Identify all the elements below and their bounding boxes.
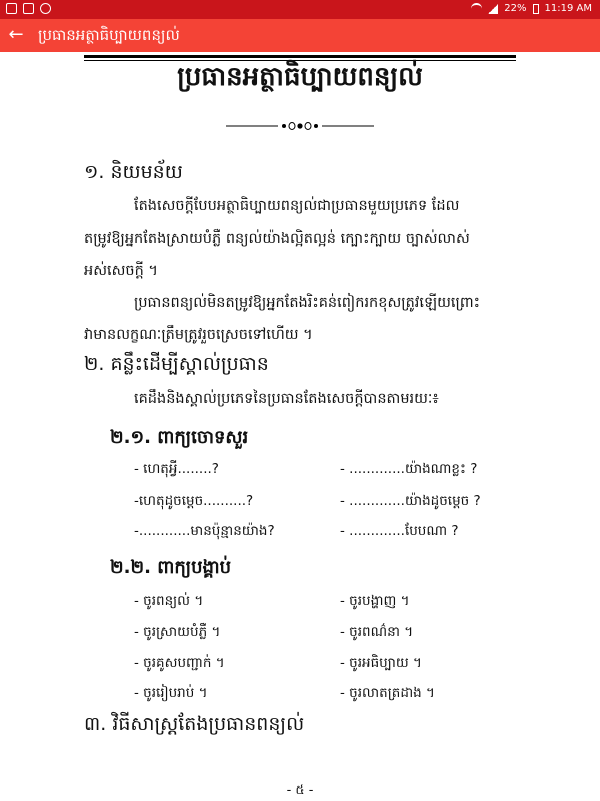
question-word-item: - .............បែបណា ? — [340, 523, 459, 539]
question-word-item: -ហេតុដូចម្ដេច..........? — [134, 493, 254, 509]
command-word-item: - ចូរអធិប្បាយ ។ — [340, 655, 422, 671]
title-rule-top — [84, 55, 516, 58]
command-word-item: - ចូរគូសបញ្ជាក់ ។ — [134, 655, 225, 671]
command-word-item: - ចូរពន្យល់ ។ — [134, 593, 204, 609]
document-title: ប្រធានអត្ថាធិប្បាយពន្យល់ — [177, 62, 423, 92]
status-indicators — [471, 3, 592, 14]
download-notification-icon — [23, 3, 34, 14]
command-word-item: - ចូរស្រាយបំភ្លឺ ។ — [134, 624, 221, 640]
paragraph-1-line-1: តែងសេចក្ដីបែបអត្ថាធិប្បាយពន្យល់ជាប្រធានមួយប្រភេទ ដែល — [134, 198, 460, 214]
app-bar-title: ប្រធានអត្ថាធិប្បាយពន្យល់ — [38, 26, 180, 44]
ornament-divider — [226, 120, 374, 132]
question-word-item: - ហេតុអ្វី........? — [134, 461, 219, 477]
question-word-item: - .............យ៉ាងដូចម្ដេច ? — [340, 493, 481, 509]
image-notification-icon — [6, 3, 17, 14]
command-word-item: - ចូរលាតត្រដាង ។ — [340, 685, 435, 701]
section-1-heading: ១. និយមន័យ — [84, 161, 183, 183]
command-word-item: - ចូរពណ៌នា ។ — [340, 624, 414, 640]
paragraph-1-line-2: តម្រូវឱ្យអ្នកតែងស្រាយបំភ្លឺ ពន្យល់យ៉ាងល្អិតល្អន់ ក្បោះក្បាយ ច្បាស់លាស់ — [84, 231, 470, 247]
paragraph-1-line-3: អស់សេចក្ដី ។ — [84, 263, 158, 279]
subsection-2-2-heading: ២.២. ពាក្យបង្គាប់ — [110, 557, 232, 578]
page-number: - ៥ - — [286, 783, 314, 798]
app-bar — [0, 19, 600, 52]
paragraph-2-line-1: ប្រធានពន្យល់មិនតម្រូវឱ្យអ្នកតែងរិះគន់ពៀករកខុសត្រូវឡើយព្រោះ — [134, 295, 481, 311]
status-bar — [0, 0, 600, 19]
section-2-heading: ២. គន្លឹះដើម្បីស្គាល់ប្រធាន — [84, 353, 269, 375]
command-word-item: - ចូរបង្ហាញ ។ — [340, 593, 410, 609]
notification-icons — [6, 3, 51, 14]
document-page[interactable] — [0, 52, 600, 800]
paragraph-2-line-2: វាមានលក្ខណៈត្រឹមត្រូវរួចស្រេចទៅហើយ ។ — [84, 327, 313, 343]
battery-percent: 22% — [504, 3, 527, 14]
paragraph-3-line-1: គេដឹងនិងស្គាល់ប្រភេទនៃប្រធានតែងសេចក្ដីបានតាមរយៈ៖ — [134, 391, 439, 407]
section-3-heading: ៣. វិធីសាស្ត្រតែងប្រធានពន្យល់ — [84, 713, 305, 735]
command-word-item: - ចូររៀបរាប់ ។ — [134, 685, 208, 701]
app-notification-icon — [40, 3, 51, 14]
subsection-2-1-heading: ២.១. ពាក្យចោទសួរ — [110, 427, 249, 448]
battery-icon — [533, 4, 539, 14]
back-arrow-icon[interactable]: ← — [8, 24, 24, 45]
wifi-icon — [471, 3, 482, 14]
clock: 11:19 AM — [544, 3, 592, 14]
signal-icon — [488, 4, 498, 14]
question-word-item: - .............យ៉ាងណាខ្លះ ? — [340, 461, 478, 477]
question-word-item: -............មានប៉ុន្មានយ៉ាង? — [134, 523, 275, 539]
